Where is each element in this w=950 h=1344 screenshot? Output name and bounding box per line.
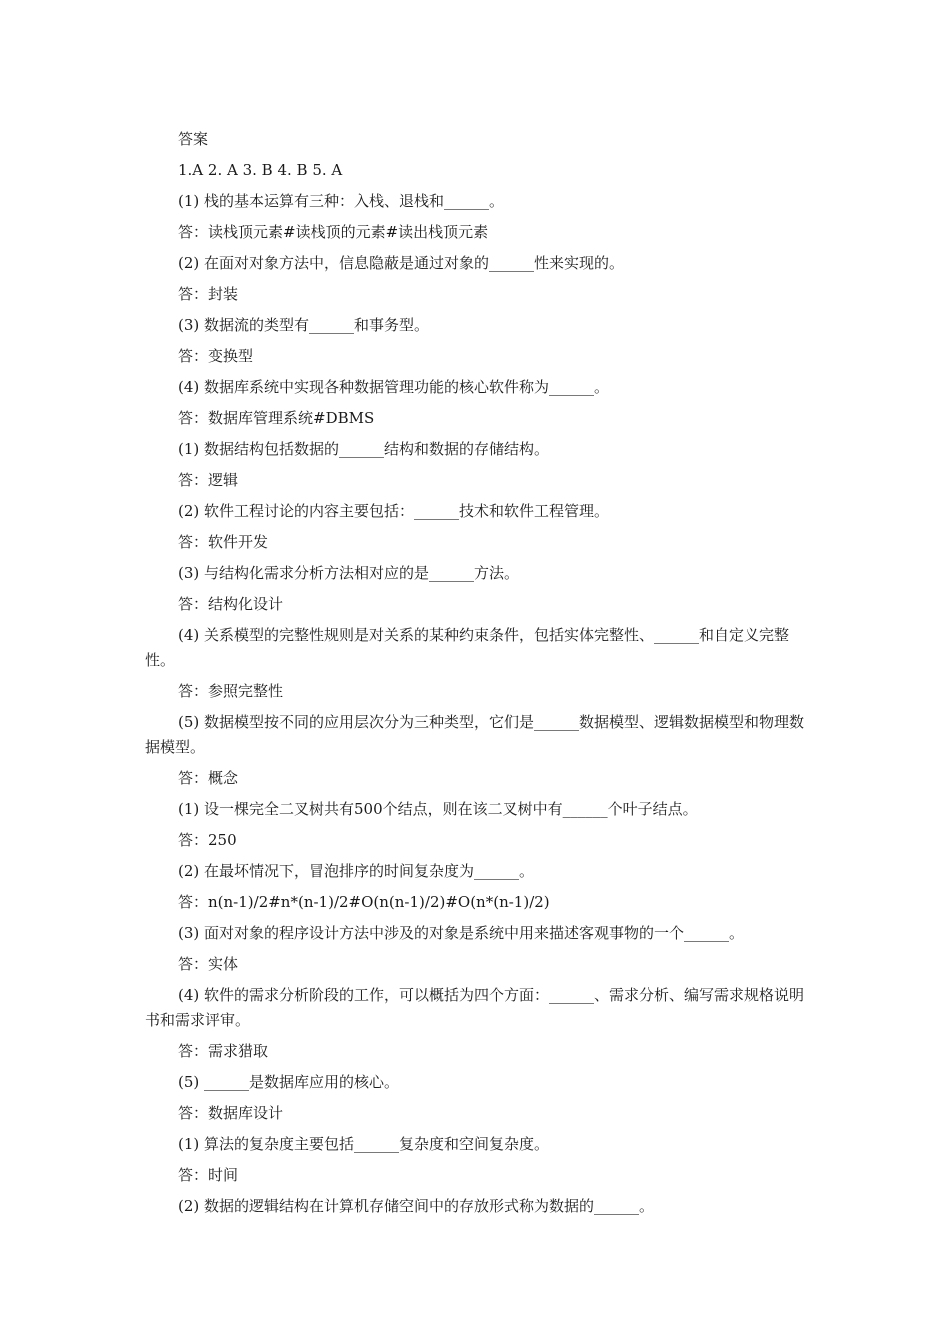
answer: 答：数据库设计 (178, 1104, 284, 1122)
answer: 答：结构化设计 (178, 595, 284, 613)
question: (2) 软件工程讨论的内容主要包括：______技术和软件工程管理。 (178, 502, 610, 520)
answer: 答：需求猎取 (178, 1042, 269, 1060)
answer: 答：n(n-1)/2#n*(n-1)/2#O(n(n-1)/2)#O(n*(n-1)/2) (178, 893, 550, 911)
document-body (145, 124, 815, 1222)
question: (4) 软件的需求分析阶段的工作，可以概括为四个方面：______、需求分析、编写需求规格说明书和需求评审。 (145, 986, 805, 1029)
answer: 答：概念 (178, 769, 239, 787)
question: (3) 面对对象的程序设计方法中涉及的对象是系统中用来描述客观事物的一个______。 (178, 924, 745, 942)
answer: 答：数据库管理系统#DBMS (178, 409, 375, 427)
question: (2) 数据的逻辑结构在计算机存储空间中的存放形式称为数据的______。 (178, 1197, 655, 1215)
question: (3) 数据流的类型有______和事务型。 (178, 316, 430, 334)
choice-answers: 1.A 2. A 3. B 4. B 5. A (178, 161, 343, 179)
question: (1) 设一棵完全二叉树共有500个结点，则在该二叉树中有______个叶子结点。 (178, 800, 698, 818)
question: (3) 与结构化需求分析方法相对应的是______方法。 (178, 564, 520, 582)
answer: 答：变换型 (178, 347, 254, 365)
answer: 答：250 (178, 831, 237, 849)
answer: 答：参照完整性 (178, 682, 284, 700)
question: (2) 在最坏情况下，冒泡排序的时间复杂度为______。 (178, 862, 535, 880)
question: (5) 数据模型按不同的应用层次分为三种类型，它们是______数据模型、逻辑数据模型和物理数据模型。 (145, 713, 805, 756)
answer: 答：软件开发 (178, 533, 269, 551)
answer: 答：逻辑 (178, 471, 239, 489)
answer: 答：封装 (178, 285, 239, 303)
answer: 答：时间 (178, 1166, 239, 1184)
question: (1) 栈的基本运算有三种：入栈、退栈和______。 (178, 192, 505, 210)
answer-heading: 答案 (178, 130, 209, 148)
question: (1) 算法的复杂度主要包括______复杂度和空间复杂度。 (178, 1135, 550, 1153)
question: (2) 在面对对象方法中，信息隐蔽是通过对象的______性来实现的。 (178, 254, 625, 272)
question: (5) ______是数据库应用的核心。 (178, 1073, 400, 1091)
answer: 答：实体 (178, 955, 239, 973)
question: (4) 数据库系统中实现各种数据管理功能的核心软件称为______。 (178, 378, 610, 396)
question: (1) 数据结构包括数据的______结构和数据的存储结构。 (178, 440, 550, 458)
question: (4) 关系模型的完整性规则是对关系的某种约束条件，包括实体完整性、______和自定义完整性。 (145, 626, 790, 669)
answer: 答：读栈顶元素#读栈顶的元素#读出栈顶元素 (178, 223, 489, 241)
